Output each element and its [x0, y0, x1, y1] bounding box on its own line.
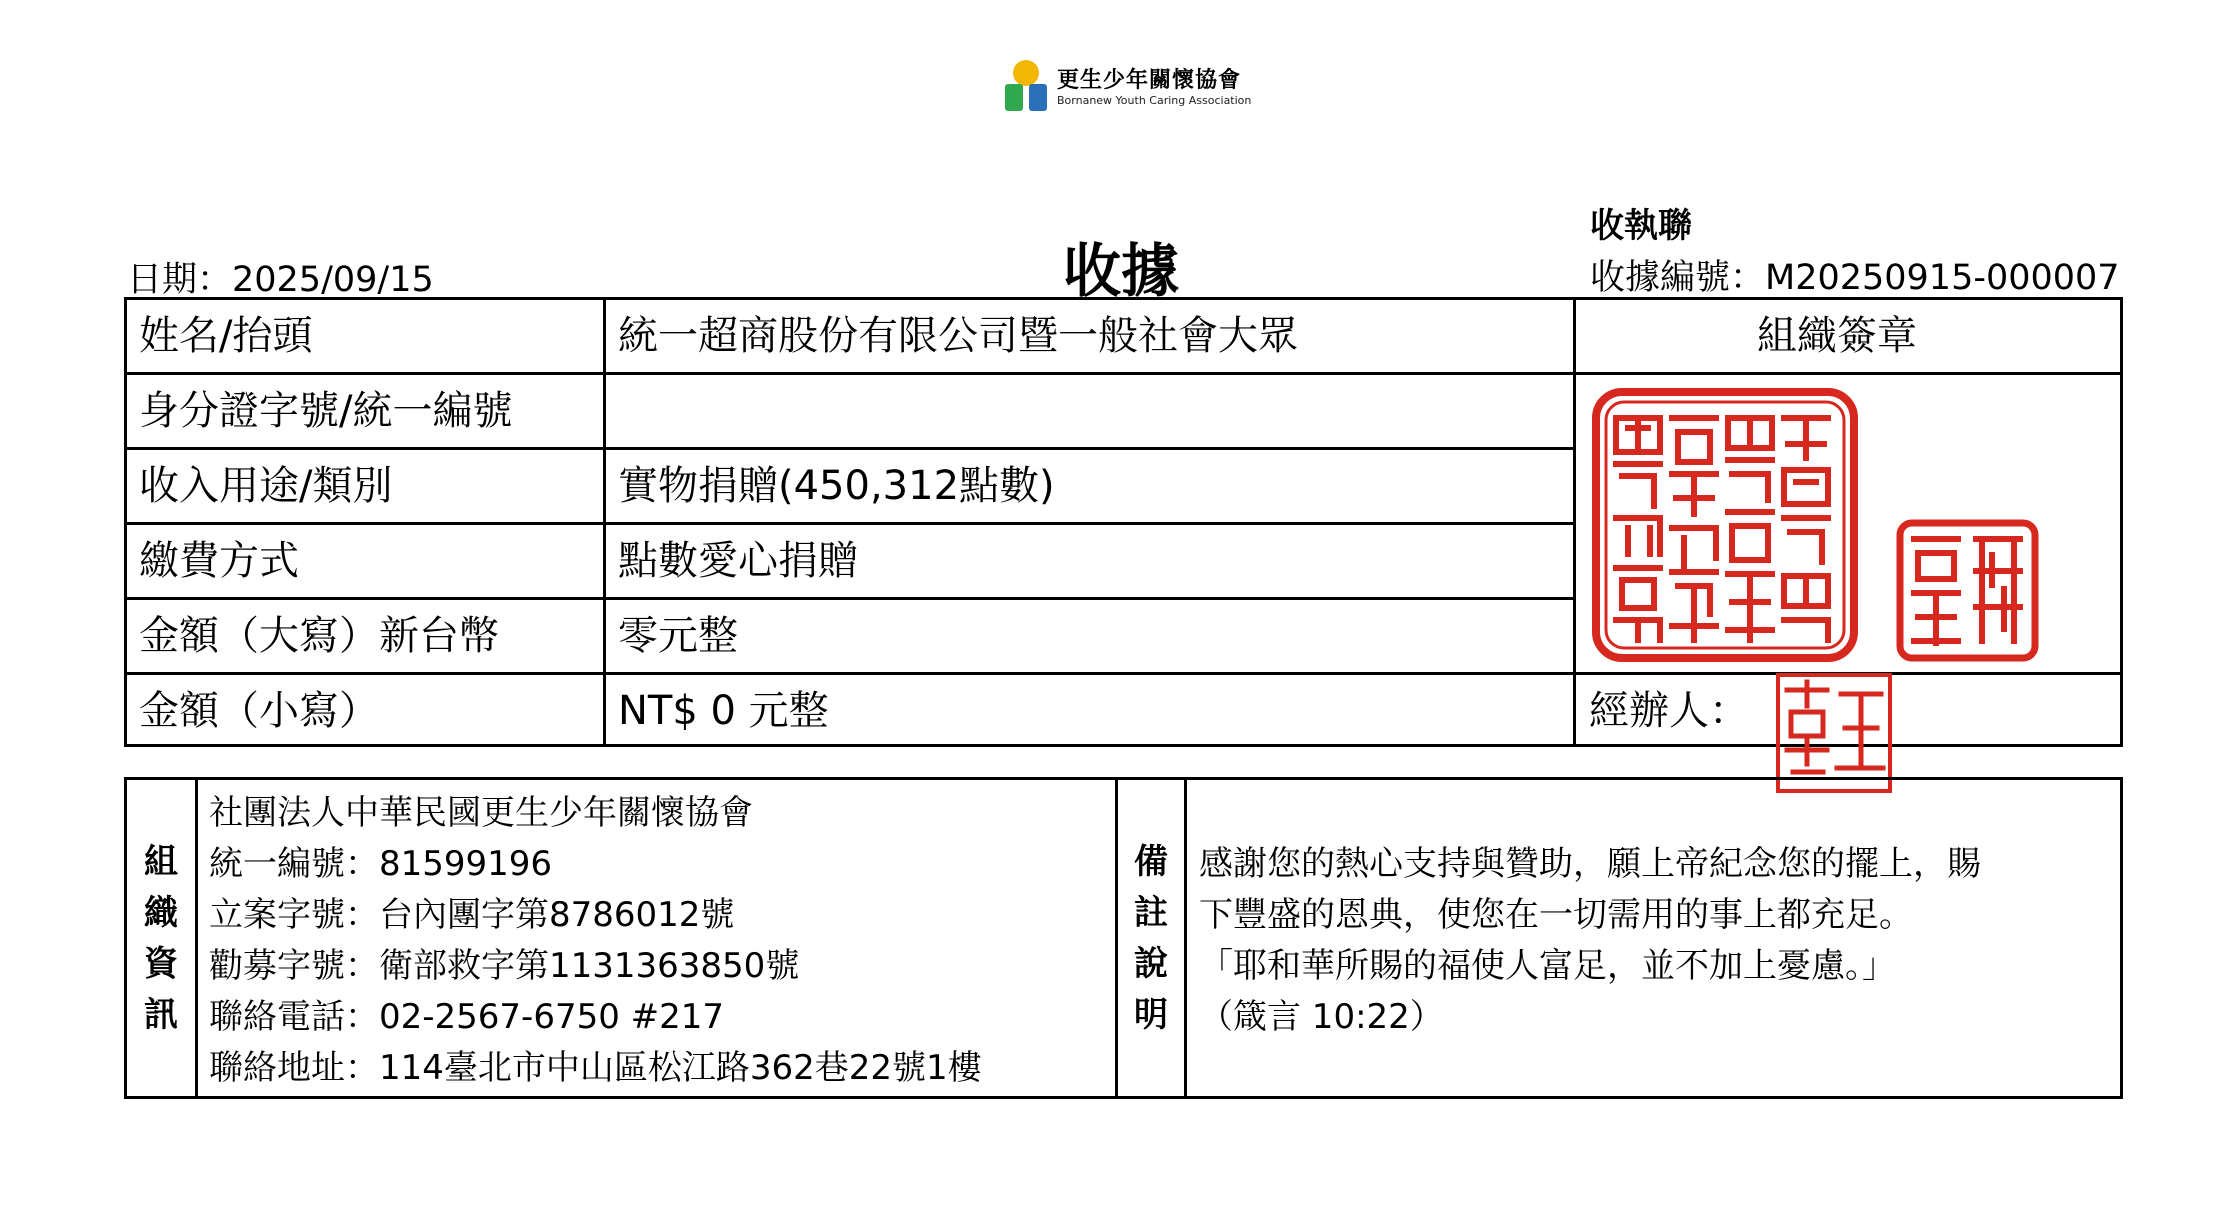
remarks-line: 感謝您的熱心支持與贊助，願上帝紀念您的擺上，賜 [1199, 844, 1981, 884]
copy-label: 收執聯 [1590, 206, 1692, 246]
handler-label: 經辦人： [1589, 688, 1749, 734]
logo-name-en: Bornanew Youth Caring Association [1057, 94, 1252, 107]
organization-seal-icon [1592, 388, 1858, 662]
organization-logo [1004, 58, 1264, 114]
row-value-name: 統一超商股份有限公司暨一般社會大眾 [618, 313, 1298, 359]
row-label-amount-number: 金額（小寫） [139, 688, 379, 734]
row-label-name: 姓名/抬頭 [139, 313, 313, 359]
column-divider [1115, 780, 1118, 1099]
row-value-payment: 點數愛心捐贈 [618, 538, 858, 584]
row-divider [127, 372, 2123, 375]
column-divider [195, 780, 198, 1099]
logo-left-block-icon [1005, 84, 1023, 111]
receipt-number: 收據編號：M20250915-000007 [1590, 258, 2120, 298]
page-title: 收據 [1063, 237, 1180, 305]
org-info-side-label: 組 織 資 訊 [144, 842, 178, 1035]
row-label-id: 身分證字號/統一編號 [139, 388, 513, 434]
remarks-side-label: 備 註 說 明 [1134, 842, 1168, 1035]
org-tax-id: 統一編號：81599196 [209, 844, 553, 884]
row-value-amount-words: 零元整 [618, 613, 738, 659]
row-value-amount-number: NT$ 0 元整 [618, 688, 829, 734]
org-address: 聯絡地址：114臺北市中山區松江路362巷22號1樓 [209, 1048, 982, 1088]
receipt-date: 日期：2025/09/15 [127, 260, 434, 300]
handler-stamp-icon [1775, 672, 1893, 794]
remarks-line: 「耶和華所賜的福使人富足，並不加上憂慮。」 [1199, 946, 1896, 986]
organization-info-table [124, 777, 2123, 1099]
logo-right-block-icon [1029, 84, 1047, 111]
org-seal-header: 組織簽章 [1757, 313, 1917, 359]
column-divider [1184, 780, 1187, 1099]
row-divider [127, 447, 1576, 450]
row-label-payment: 繳費方式 [139, 538, 299, 584]
column-divider [1573, 300, 1576, 747]
org-registration-no: 立案字號：台內團字第8786012號 [209, 895, 735, 935]
column-divider [603, 300, 606, 747]
row-value-purpose: 實物捐贈(450,312點數) [618, 463, 1055, 509]
row-label-amount-words: 金額（大寫）新台幣 [139, 613, 499, 659]
remarks-line: （箴言 10:22） [1199, 997, 1444, 1037]
row-divider [127, 597, 1576, 600]
org-fundraising-no: 勸募字號：衛部救字第1131363850號 [209, 946, 800, 986]
row-label-purpose: 收入用途/類別 [139, 463, 393, 509]
remarks-line: 下豐盛的恩典，使您在一切需用的事上都充足。 [1199, 895, 1913, 935]
logo-sun-icon [1013, 60, 1039, 86]
representative-seal-icon [1896, 519, 2039, 662]
logo-mark-icon [1004, 58, 1048, 112]
row-divider [127, 522, 1576, 525]
logo-name-cn: 更生少年關懷協會 [1057, 68, 1242, 93]
org-phone: 聯絡電話：02-2567-6750 #217 [209, 997, 725, 1037]
org-name: 社團法人中華民國更生少年關懷協會 [209, 793, 753, 833]
